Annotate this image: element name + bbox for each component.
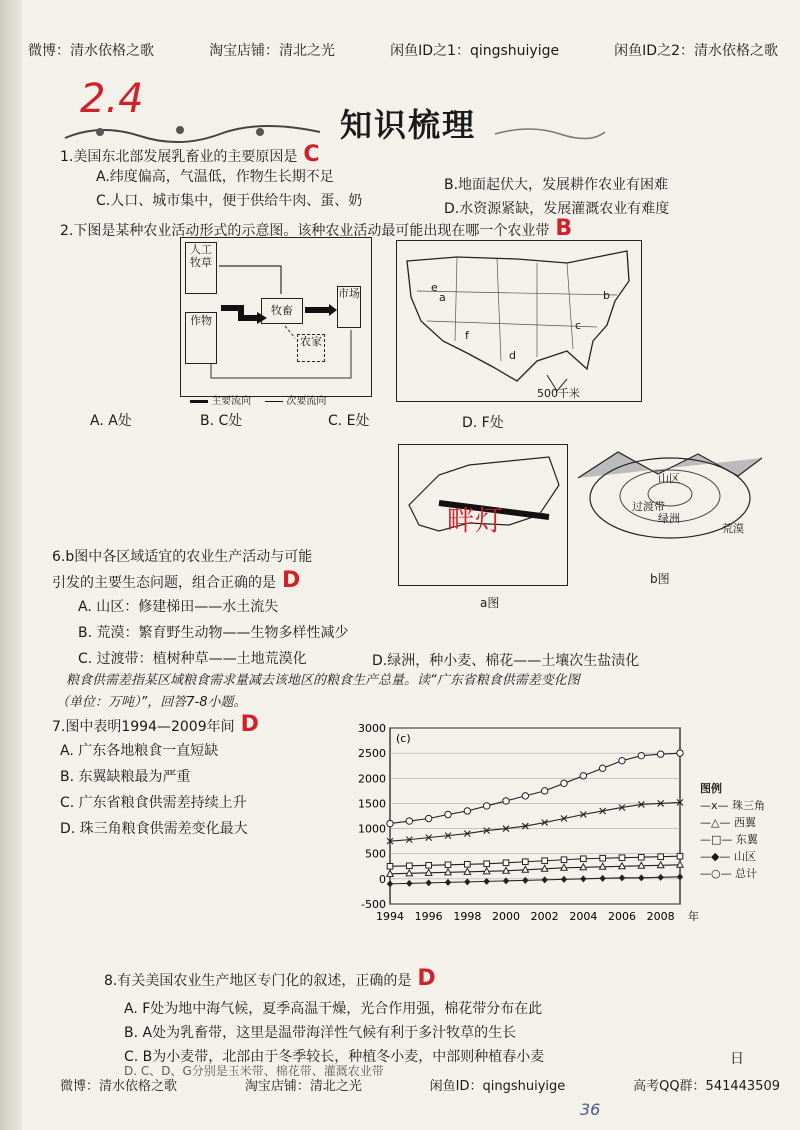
chart-point <box>503 877 509 884</box>
page-header <box>28 40 778 60</box>
chart-ytick-label: 500 <box>365 847 386 861</box>
chart-point <box>638 874 644 881</box>
diagram-box-pasture: 人工牧草 <box>185 242 217 294</box>
header-xianyu1: 闲鱼ID之1：qingshuiyige <box>390 43 560 59</box>
footer-xianyu: 闲鱼ID：qingshuiyige <box>429 1079 566 1094</box>
chart-point <box>503 860 509 866</box>
footer-taobao: 淘宝店铺：清北之光 <box>244 1079 362 1094</box>
chart-point <box>541 876 547 883</box>
legend-item-prd: —x— 珠三角 <box>700 799 766 812</box>
chart-ytick-label: 1000 <box>358 822 386 836</box>
map-label-d: d <box>509 349 516 362</box>
chart-point <box>677 873 683 880</box>
chart-point <box>406 818 412 824</box>
chart-point <box>619 757 625 763</box>
q2-option-a: A. A处 <box>90 413 132 429</box>
chart-ytick-label: 2500 <box>358 747 386 761</box>
map-label-e: e <box>431 281 438 294</box>
chart-point <box>387 863 393 869</box>
chart-point <box>657 874 663 881</box>
chart-panel-label: (c) <box>396 732 411 745</box>
q6-stem-line2: 引发的主要生态问题，组合正确的是 D <box>52 568 301 593</box>
diagram-box-crops: 作物 <box>185 312 217 364</box>
diagram-box-livestock: 牧畜 <box>261 298 303 324</box>
map-b-basin-icon <box>578 448 762 558</box>
chart-xtick-label: 1994 <box>376 910 404 923</box>
chart-xtick-label: 2008 <box>646 910 675 923</box>
usa-map-outline-icon <box>397 241 641 401</box>
diagram-flow-arrows <box>181 238 371 396</box>
map-a-caption: a图 <box>480 596 500 610</box>
chart-point <box>387 880 393 887</box>
q6-option-a: A. 山区：修建梯田——水土流失 <box>78 599 279 615</box>
chart-point <box>639 854 645 860</box>
chart-point <box>387 820 393 826</box>
map-b-label-oasis: 绿洲 <box>658 512 680 525</box>
usa-agriculture-map <box>396 240 642 402</box>
chart-point <box>638 752 644 758</box>
map-a <box>398 444 568 586</box>
legend-item-total: —○— 总计 <box>700 867 758 880</box>
chart-point <box>677 750 683 756</box>
chart-point <box>580 875 586 882</box>
map-a-handwritten-note: 畔灯 <box>447 504 504 537</box>
farming-flow-diagram <box>180 237 372 397</box>
q7-option-b: B. 东翼缺粮最为严重 <box>60 769 191 785</box>
legend-item-west: —△— 西翼 <box>700 816 756 829</box>
chart-ytick-label: 3000 <box>358 722 386 735</box>
chart-point <box>677 853 683 859</box>
map-label-f: f <box>465 329 469 342</box>
chart-point <box>619 874 625 881</box>
chart-ytick-label: -500 <box>361 898 386 911</box>
header-xianyu2: 闲鱼ID之2：清水依格之歌 <box>614 43 778 59</box>
chart-legend <box>700 780 765 882</box>
page-day-mark: 日 <box>730 1051 744 1067</box>
chart-point <box>561 876 567 883</box>
q1-option-b: B.地面起伏大，发展耕作农业有困难 <box>444 177 669 193</box>
chart-point <box>657 751 663 757</box>
chart-point <box>484 861 490 867</box>
chart-ytick-label: 0 <box>379 872 386 886</box>
legend-item-east: —□— 东翼 <box>700 833 758 846</box>
q78-intro-line1: 粮食供需差指某区域粮食需求量减去该地区的粮食生产总量。读“广东省粮食供需差变化图 <box>66 673 580 688</box>
q1-option-a: A.纬度偏高，气温低，作物生长期不足 <box>96 169 334 185</box>
footer-weibo: 微博：清水依格之歌 <box>60 1079 178 1094</box>
map-b-label-desert: 荒漠 <box>722 522 744 535</box>
q1-option-d: D.水资源紧缺，发展灌溉农业有难度 <box>444 201 670 217</box>
chart-series-line-0 <box>390 802 680 841</box>
q7-option-d: D. 珠三角粮食供需差变化最大 <box>60 821 248 837</box>
chart-point <box>465 861 471 867</box>
diagram-box-farmhouse: 农家 <box>297 334 325 362</box>
chart-point <box>464 878 470 885</box>
chart-ytick-label: 2000 <box>358 772 386 786</box>
page-number-handwritten: 36 <box>580 1100 601 1119</box>
map-label-c: c <box>575 319 582 332</box>
chart-point <box>445 811 451 817</box>
chart-point <box>425 815 431 821</box>
q1-stem: 1.美国东北部发展乳畜业的主要原因是 C <box>60 142 320 167</box>
q6-option-c: C. 过渡带：植树种草——土地荒漠化 <box>78 651 307 667</box>
chart-point <box>522 793 528 799</box>
chart-point <box>522 877 528 884</box>
map-b-label-transition: 过渡带 <box>632 500 665 513</box>
q7-option-c: C. 广东省粮食供需差持续上升 <box>60 795 247 811</box>
q2-option-d: D. F处 <box>462 415 504 431</box>
header-weibo: 微博：清水依格之歌 <box>28 43 154 59</box>
header-taobao: 淘宝店铺：清北之光 <box>209 43 336 59</box>
map-scale: 500千米 <box>537 387 580 400</box>
chart-point <box>580 773 586 779</box>
footer-qq: 高考QQ群：541443509 <box>633 1079 780 1094</box>
q7-stem: 7.图中表明1994—2009年间 D <box>52 712 259 737</box>
chart-ytick-label: 1500 <box>358 797 386 811</box>
q6-option-b: B. 荒漠：繁育野生动物——生物多样性减少 <box>78 625 349 641</box>
q1-option-c: C.人口、城市集中，便于供给牛肉、蛋、奶 <box>96 193 363 209</box>
chart-series-line-1 <box>390 865 680 874</box>
map-label-a: a <box>439 291 446 304</box>
chart-point <box>445 862 451 868</box>
grain-gap-line-chart <box>340 718 700 938</box>
q8-option-b: B. A处为乳畜带，这里是温带海洋性气候有利于多汁牧草的生长 <box>124 1025 517 1041</box>
title-decoration-right-icon <box>490 120 610 144</box>
map-b-caption: b图 <box>650 572 670 586</box>
chart-point <box>407 863 413 869</box>
page-footer <box>60 1075 780 1094</box>
q8-stem: 8.有关美国农业生产地区专门化的叙述，正确的是 D <box>104 966 436 991</box>
chart-point <box>406 880 412 887</box>
chart-point <box>503 798 509 804</box>
chart-point <box>541 788 547 794</box>
chart-point <box>464 808 470 814</box>
chart-point <box>600 855 606 861</box>
chart-point <box>445 879 451 886</box>
q6-option-d: D.绿洲，种小麦、棉花——土壤次生盐渍化 <box>372 653 640 669</box>
diagram-legend: 主要流向 次要流向 <box>190 392 326 407</box>
chart-point <box>599 875 605 882</box>
chart-point <box>426 862 432 868</box>
legend-title: 图例 <box>700 782 722 795</box>
chart-point <box>581 856 587 862</box>
chart-point <box>561 857 567 863</box>
page-binding-edge <box>0 0 22 1130</box>
diagram-box-market: 市场 <box>337 286 361 328</box>
chart-point <box>542 858 548 864</box>
chart-series-line-2 <box>390 856 680 866</box>
map-b <box>578 448 762 558</box>
chart-point <box>425 879 431 886</box>
q7-option-a: A. 广东各地粮食一直短缺 <box>60 743 219 759</box>
chart-xtick-label: 1996 <box>414 910 443 923</box>
chart-xtick-label: 2002 <box>530 910 559 923</box>
chart-point <box>483 803 489 809</box>
chart-xtick-label: 1998 <box>453 910 482 923</box>
chart-xtick-label: 2006 <box>608 910 636 923</box>
q6-stem: 6.b图中各区域适宜的农业生产活动与可能 <box>52 549 313 565</box>
q2-option-c: C. E处 <box>328 413 370 429</box>
q8-option-c: C. B为小麦带，北部由于冬季较长，种植冬小麦，中部则种植春小麦 <box>124 1049 545 1065</box>
q2-stem: 2.下图是某种农业活动形式的示意图。该种农业活动最可能出现在哪一个农业带 B <box>60 216 573 241</box>
q2-option-b: B. C处 <box>200 413 243 429</box>
handwritten-score: 2.4 <box>80 76 144 122</box>
legend-item-mountain: —◆— 山区 <box>700 850 756 863</box>
chart-point <box>658 854 664 860</box>
q8-option-a: A. F处为地中海气候，夏季高温干燥，光合作用强，棉花带分布在此 <box>124 1001 543 1017</box>
page-title: 知识梳理 <box>340 106 477 144</box>
chart-xunit: 年 <box>688 910 699 923</box>
map-b-label-mountain: 山区 <box>658 472 680 485</box>
q8-option-d: D. C、D、G分别是玉米带、棉花带、灌溉农业带 <box>124 1064 384 1078</box>
q78-intro-line2: （单位：万吨）”，回答7-8小题。 <box>56 695 247 710</box>
chart-point <box>677 861 683 867</box>
chart-point <box>523 859 529 865</box>
map-label-b: b <box>603 289 610 302</box>
chart-xtick-label: 2004 <box>569 910 598 923</box>
title-decoration-icon <box>60 118 330 148</box>
chart-point <box>619 855 625 861</box>
chart-point <box>561 780 567 786</box>
chart-series-line-4 <box>390 753 680 823</box>
chart-series-line-3 <box>390 877 680 884</box>
chart-point <box>599 765 605 771</box>
chart-xtick-label: 2000 <box>492 910 520 923</box>
